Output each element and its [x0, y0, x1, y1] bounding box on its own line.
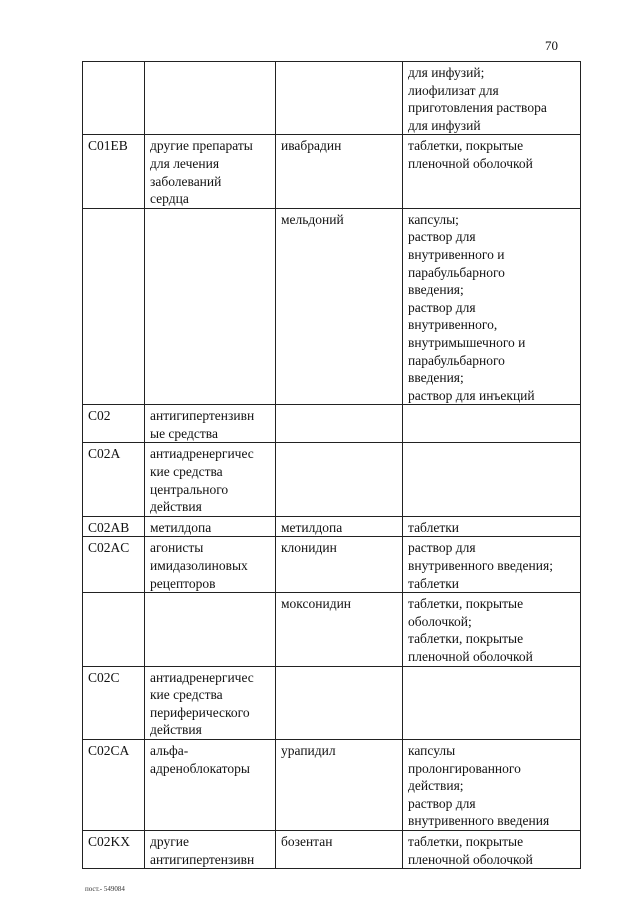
- substance-cell: [276, 443, 403, 516]
- table-row: [83, 443, 581, 516]
- group-cell: антигипертензивн ые средства: [145, 405, 276, 443]
- table-row: [83, 739, 581, 830]
- group-cell: [145, 593, 276, 666]
- group-cell: [145, 208, 276, 405]
- atc-code-cell: C02C: [83, 666, 145, 739]
- group-cell: метилдопа: [145, 516, 276, 537]
- group-cell: альфа- адреноблокаторы: [145, 739, 276, 830]
- atc-code-cell: [83, 593, 145, 666]
- dosage-form-cell: таблетки, покрытые оболочкой; таблетки, покрытые пленочной оболочкой: [403, 593, 581, 666]
- atc-code-cell: C01EB: [83, 135, 145, 208]
- table-row: [83, 537, 581, 593]
- atc-code-cell: C02AC: [83, 537, 145, 593]
- table-row: [83, 135, 581, 208]
- table-row: [83, 208, 581, 405]
- group-cell: антиадренергичес кие средства периферического действия: [145, 666, 276, 739]
- substance-cell: мельдоний: [276, 208, 403, 405]
- dosage-form-cell: капсулы пролонгированного действия; раствор для внутривенного введения: [403, 739, 581, 830]
- substance-cell: урапидил: [276, 739, 403, 830]
- table-row: [83, 405, 581, 443]
- dosage-form-cell: таблетки, покрытые пленочной оболочкой: [403, 830, 581, 868]
- atc-code-cell: C02KX: [83, 830, 145, 868]
- substance-cell: [276, 405, 403, 443]
- substance-cell: метилдопа: [276, 516, 403, 537]
- dosage-form-cell: [403, 666, 581, 739]
- dosage-form-cell: капсулы; раствор для внутривенного и парабульбарного введения; раствор для внутривенного, внутримышечного и парабульбарного введения; раствор для инъекций: [403, 208, 581, 405]
- atc-code-cell: C02A: [83, 443, 145, 516]
- atc-code-cell: [83, 62, 145, 135]
- group-cell: агонисты имидазолиновых рецепторов: [145, 537, 276, 593]
- substance-cell: бозентан: [276, 830, 403, 868]
- drug-table: [82, 61, 581, 869]
- table-row: [83, 593, 581, 666]
- dosage-form-cell: для инфузий; лиофилизат для приготовления раствора для инфузий: [403, 62, 581, 135]
- dosage-form-cell: таблетки, покрытые пленочной оболочкой: [403, 135, 581, 208]
- atc-code-cell: C02AB: [83, 516, 145, 537]
- table-row: [83, 666, 581, 739]
- dosage-form-cell: таблетки: [403, 516, 581, 537]
- table-row: [83, 830, 581, 868]
- dosage-form-cell: [403, 405, 581, 443]
- atc-code-cell: C02: [83, 405, 145, 443]
- atc-code-cell: [83, 208, 145, 405]
- page-number: 70: [545, 38, 558, 53]
- group-cell: другие препараты для лечения заболеваний сердца: [145, 135, 276, 208]
- substance-cell: моксонидин: [276, 593, 403, 666]
- substance-cell: [276, 666, 403, 739]
- group-cell: [145, 62, 276, 135]
- substance-cell: [276, 62, 403, 135]
- group-cell: антиадренергичес кие средства центрального действия: [145, 443, 276, 516]
- substance-cell: ивабрадин: [276, 135, 403, 208]
- dosage-form-cell: [403, 443, 581, 516]
- table-row: [83, 62, 581, 135]
- group-cell: другие антигипертензивн: [145, 830, 276, 868]
- atc-code-cell: C02CA: [83, 739, 145, 830]
- table-row: [83, 516, 581, 537]
- substance-cell: клонидин: [276, 537, 403, 593]
- document-footer: пост.- 549084: [85, 885, 125, 893]
- dosage-form-cell: раствор для внутривенного введения; таблетки: [403, 537, 581, 593]
